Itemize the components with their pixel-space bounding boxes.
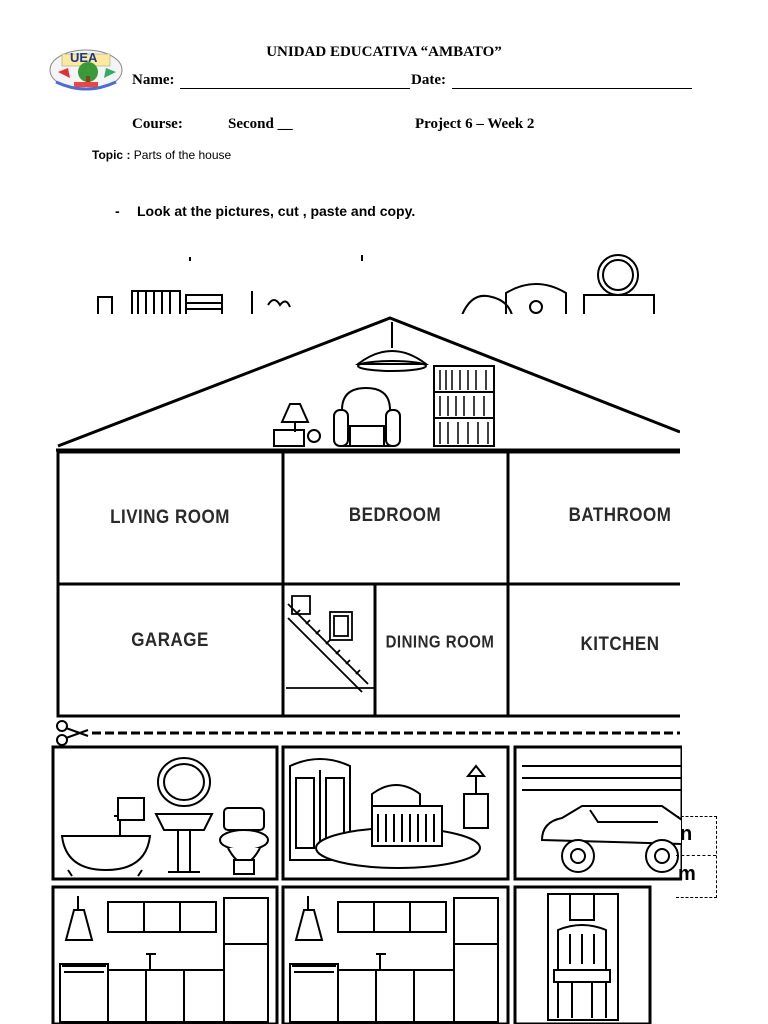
room-label-bedroom: BEDROOM — [348, 503, 442, 526]
cut-line — [52, 720, 680, 746]
side-stub-line1: n — [680, 823, 693, 845]
clipart-strip — [90, 245, 670, 317]
school-logo-text: UEA — [70, 50, 98, 65]
side-stub — [676, 816, 717, 898]
side-stub-line2: m — [678, 863, 696, 885]
school-title: UNIDAD EDUCATIVA “AMBATO” — [266, 44, 502, 60]
course-value: Second __ — [228, 116, 293, 132]
room-label-kitchen: KITCHEN — [580, 632, 660, 655]
date-label: Date: — [411, 72, 446, 88]
date-field[interactable] — [452, 88, 692, 89]
instruction-bullet: - — [115, 203, 120, 219]
room-label-bathroom: BATHROOM — [568, 503, 672, 526]
topic-line — [92, 148, 231, 162]
chair-icon — [548, 894, 618, 1020]
instruction-text: Look at the pictures, cut , paste and copy. — [137, 203, 416, 219]
picture-cards — [50, 744, 682, 1024]
bookshelf-icon — [434, 366, 494, 446]
room-label-living-room: LIVING ROOM — [110, 505, 230, 528]
name-label: Name: — [132, 72, 175, 88]
room-label-garage: GARAGE — [131, 628, 209, 651]
topic-value: Parts of the house — [133, 148, 232, 162]
project-label: Project 6 – Week 2 — [415, 116, 535, 132]
topic-label: Topic : — [92, 148, 131, 162]
name-field[interactable] — [180, 88, 410, 89]
course-label: Course: — [132, 116, 183, 132]
room-label-dining-room: DINING ROOM — [385, 632, 495, 653]
scissors-icon — [57, 721, 88, 745]
instruction — [115, 203, 415, 219]
